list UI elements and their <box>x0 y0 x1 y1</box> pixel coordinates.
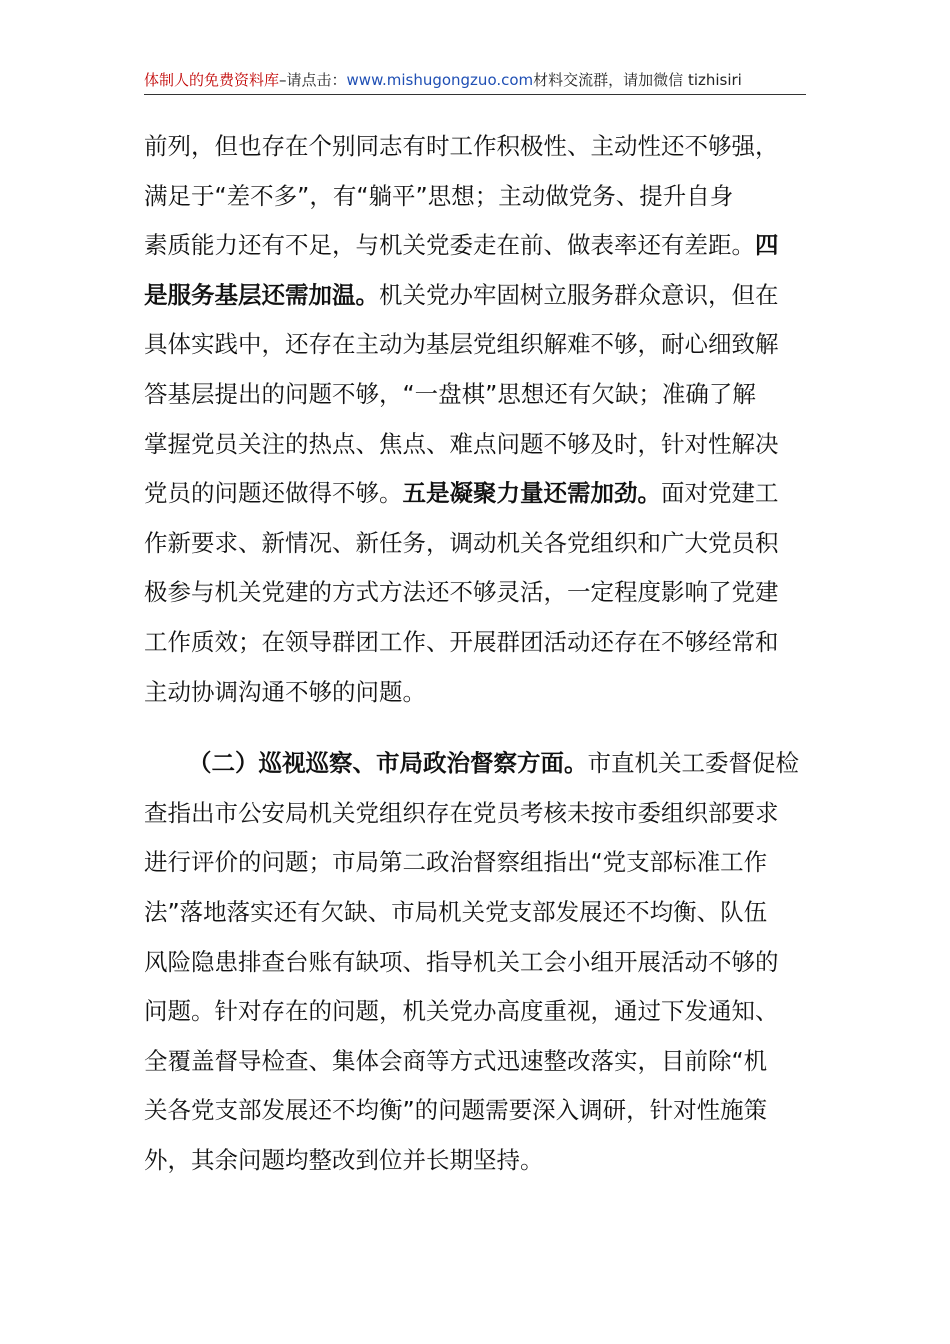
text-line <box>144 568 808 618</box>
page-header <box>144 68 806 95</box>
text-line <box>144 370 808 420</box>
paragraph-1 <box>144 122 808 717</box>
text-segment: 查指出市公安局机关党组织存在党员考核未按市委组织部要求 <box>144 798 779 827</box>
text-line <box>144 320 808 370</box>
document-body <box>144 122 808 1185</box>
text-line <box>144 221 808 271</box>
text-segment: 关各党支部发展还不均衡”的问题需要深入调研，针对性施策 <box>144 1096 768 1125</box>
bold-text-segment: 是服务基层还需加温。 <box>144 280 379 309</box>
text-line <box>144 1037 808 1087</box>
text-line <box>144 618 808 668</box>
header-prompt: –请点击： <box>279 71 347 89</box>
text-line <box>144 668 808 718</box>
text-segment: 法”落地落实还有欠缺、市局机关党支部发展还不均衡、队伍 <box>144 897 768 926</box>
text-segment: 进行评价的问题；市局第二政治督察组指出“党支部标准工作 <box>144 848 768 877</box>
text-line <box>144 987 808 1037</box>
text-line <box>144 519 808 569</box>
text-line <box>144 271 808 321</box>
text-line <box>144 122 808 172</box>
text-segment: 主动协调沟通不够的问题。 <box>144 677 426 706</box>
text-line <box>144 888 808 938</box>
text-line <box>144 420 808 470</box>
text-segment: 前列，但也存在个别同志有时工作积极性、主动性还不够强， <box>144 132 779 160</box>
text-segment: 市直机关工委督促检 <box>587 749 799 778</box>
text-line <box>144 172 808 222</box>
text-segment: 作新要求、新情况、新任务，调动机关各党组织和广大党员积 <box>144 528 779 557</box>
bold-text-segment: （二）巡视巡察、市局政治督察方面。 <box>188 749 588 778</box>
bold-text-segment: 四 <box>755 231 779 260</box>
text-segment: 掌握党员关注的热点、焦点、难点问题不够及时，针对性解决 <box>144 429 779 458</box>
text-line <box>144 739 808 789</box>
text-segment: 党员的问题还做得不够。 <box>144 479 403 508</box>
text-segment: 素质能力还有不足，与机关党委走在前、做表率还有差距。 <box>144 231 755 260</box>
header-contact-note: 材料交流群，请加微信 tizhisiri <box>533 71 742 89</box>
text-line <box>144 789 808 839</box>
text-segment: 风险隐患排查台账有缺项、指导机关工会小组开展活动不够的 <box>144 947 779 976</box>
text-segment: 外，其余问题均整改到位并长期坚持。 <box>144 1145 544 1174</box>
header-source-name: 体制人的免费资料库 <box>144 71 280 89</box>
text-line <box>144 938 808 988</box>
bold-text-segment: 五是凝聚力量还需加劲。 <box>402 479 661 508</box>
text-line <box>144 838 808 888</box>
text-segment: 答基层提出的问题不够，“一盘棋”思想还有欠缺；准确了解 <box>144 379 756 408</box>
text-line <box>144 1136 808 1186</box>
text-segment: 工作质效；在领导群团工作、开展群团活动还存在不够经常和 <box>144 627 779 656</box>
text-segment: 全覆盖督导检查、集体会商等方式迅速整改落实，目前除“机 <box>144 1046 768 1075</box>
header-url-link[interactable]: www.mishugongzuo.com <box>346 71 534 89</box>
text-segment: 机关党办牢固树立服务群众意识，但在 <box>379 280 779 309</box>
text-line <box>144 1086 808 1136</box>
text-segment: 满足于“差不多”，有“躺平”思想；主动做党务、提升自身 <box>144 181 734 210</box>
text-segment: 极参与机关党建的方式方法还不够灵活，一定程度影响了党建 <box>144 578 779 607</box>
paragraph-2 <box>144 739 808 1185</box>
text-segment: 具体实践中，还存在主动为基层党组织解难不够，耐心细致解 <box>144 330 779 359</box>
text-line <box>144 469 808 519</box>
text-segment: 问题。针对存在的问题，机关党办高度重视，通过下发通知、 <box>144 997 779 1026</box>
text-segment: 面对党建工 <box>661 479 779 508</box>
